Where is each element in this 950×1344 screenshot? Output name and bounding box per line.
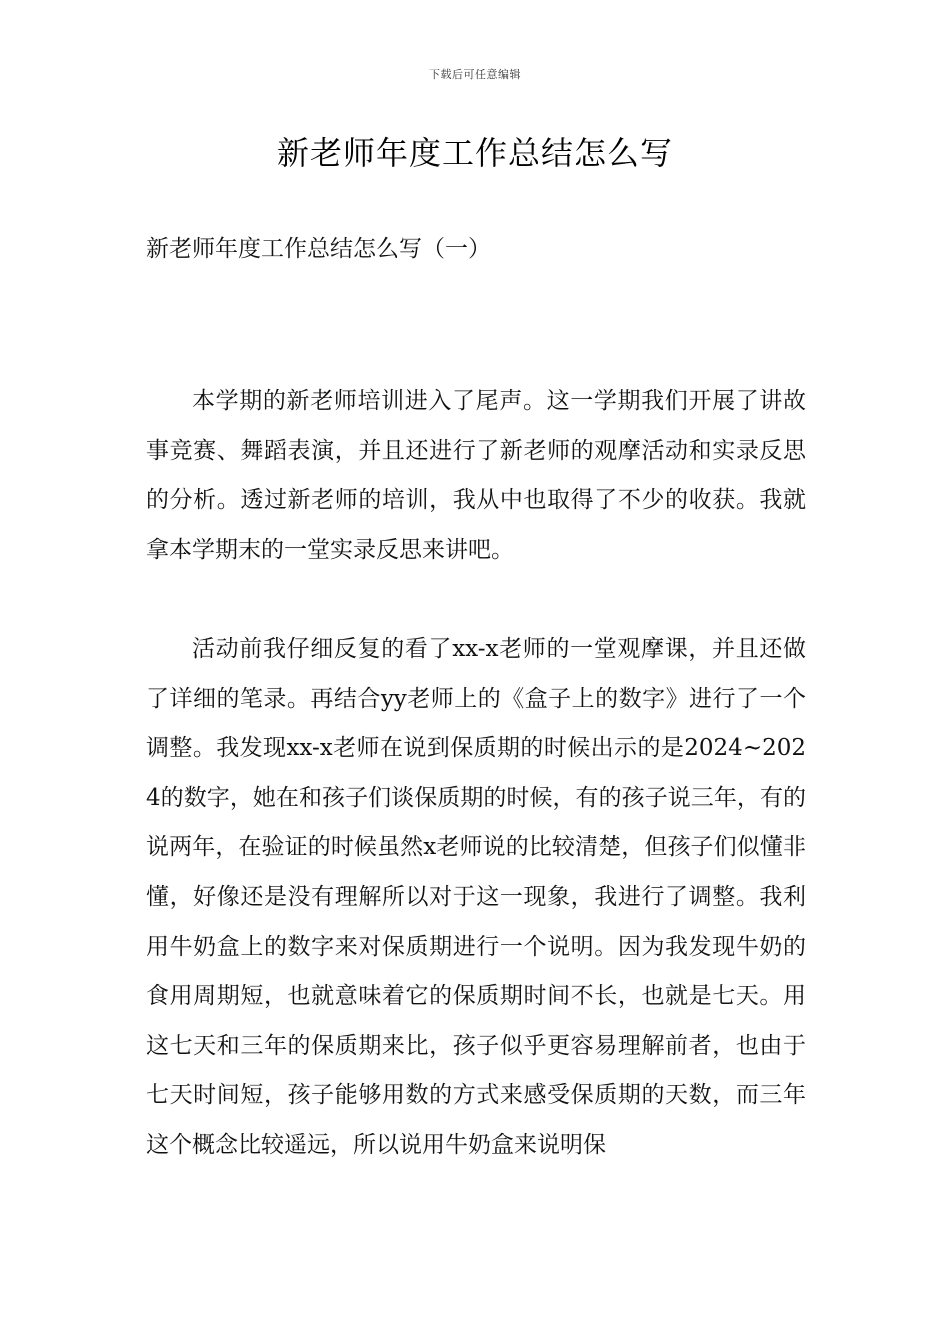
header-note: 下载后可任意编辑 xyxy=(429,68,521,81)
document-title: 新老师年度工作总结怎么写 xyxy=(276,134,673,172)
section-heading: 新老师年度工作总结怎么写（一） xyxy=(146,236,491,262)
body-paragraph: 本学期的新老师培训进入了尾声。这一学期我们开展了讲故事竞赛、舞蹈表演，并且还进行了新老师的观摩活动和实录反思的分析。透过新老师的培训，我从中也取得了不少的收获。我就拿本学期末的一堂实录反思来讲吧。 xyxy=(146,388,806,563)
body-paragraph: 活动前我仔细反复的看了xx-x老师的一堂观摩课，并且还做了详细的笔录。再结合yy老师上的《盒子上的数字》进行了一个调整。我发现xx-x老师在说到保质期的时候出示的是2024~2024的数字，她在和孩子们谈保质期的时候，有的孩子说三年，有的说两年，在验证的时候虽然x老师说的比较清楚，但孩子们似懂非懂，好像还是没有理解所以对于这一现象，我进行了调整。我利用牛奶盒上的数字来对保质期进行一个说明。因为我发现牛奶的食用周期短，也就意味着它的保质期时间不长，也就是七天。用这七天和三年的保质期来比，孩子似乎更容易理解前者，也由于七天时间短，孩子能够用数的方式来感受保质期的天数，而三年这个概念比较遥远，所以说用牛奶盒来说明保 xyxy=(146,636,806,1158)
